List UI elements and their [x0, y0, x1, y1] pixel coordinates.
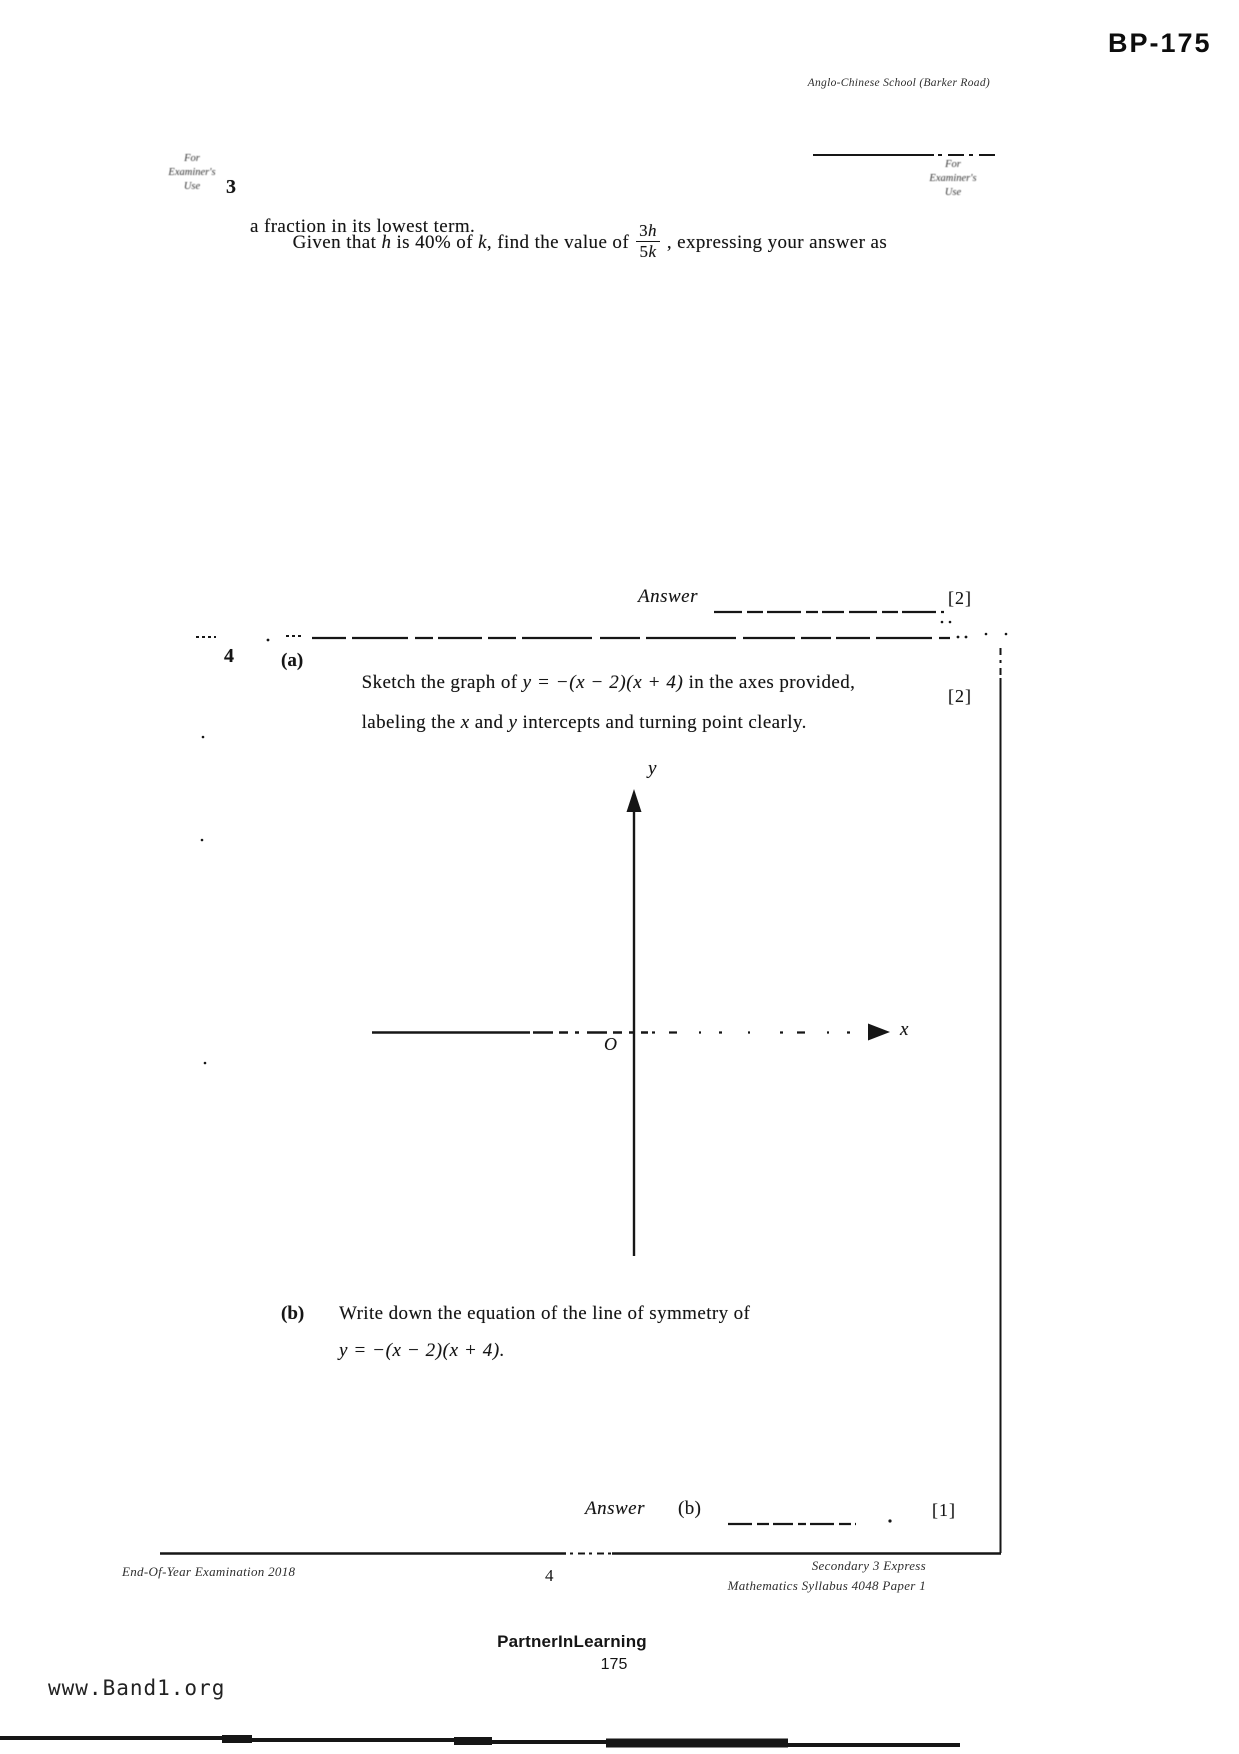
footer-exam-name: End-Of-Year Examination 2018: [122, 1564, 296, 1579]
q4b-equation: y = −(x − 2)(x + 4).: [339, 1340, 506, 1361]
q4a-equation: y = −(x − 2)(x + 4): [522, 672, 684, 693]
q3-marks: [2]: [948, 588, 972, 608]
q3-answer-label: Answer: [638, 586, 698, 607]
q4b-answer-part-label: (b): [678, 1498, 702, 1519]
watermark-brand: PartnerInLearning: [497, 1632, 647, 1651]
var-x: x: [460, 712, 470, 733]
var-h: h: [381, 232, 392, 253]
question-3-text-line1: Given that h is 40% of k, find the value of $\frac{3h}{5k}$ , expressing your answer as: [292, 221, 888, 262]
q4b-marks: [1]: [932, 1500, 956, 1520]
q4a-marks: [2]: [948, 686, 972, 706]
footer-page-number: 4: [545, 1566, 554, 1585]
q4b-answer-label: Answer: [585, 1498, 645, 1519]
scan-speck: [204, 1062, 207, 1065]
watermark-number: 175: [600, 1656, 628, 1673]
q4-part-b-label: (b): [281, 1303, 305, 1324]
footer-course: Secondary 3 Express: [811, 1558, 926, 1573]
question-3-text-line2: a fraction in its lowest term.: [250, 216, 476, 237]
q4a-text-line1: Sketch the graph of y = −(x − 2)(x + 4) in the axes provided,: [361, 672, 856, 693]
q4a-text-line2: labeling the x and y intercepts and turning point clearly.: [361, 712, 807, 733]
examiner-use-label-right: For Examiner's Use: [929, 159, 977, 198]
question-4-number: 4: [224, 645, 234, 667]
origin-label: O: [604, 1034, 617, 1054]
var-k: k: [478, 232, 487, 253]
scan-speck: [201, 839, 204, 842]
var-y: y: [508, 712, 518, 733]
q4b-text-line1: Write down the equation of the line of symmetry of: [339, 1303, 751, 1324]
y-axis-arrow-icon: [627, 789, 642, 812]
scan-speck: [202, 736, 205, 739]
examiner-use-label-left: For Examiner's Use: [168, 153, 216, 192]
watermark-site: www.Band1.org: [48, 1676, 226, 1700]
school-header: Anglo-Chinese School (Barker Road): [807, 77, 990, 89]
fraction-3h-over-5k: $\frac{3h}{5k}$: [636, 222, 660, 261]
question-3-number: 3: [226, 176, 236, 198]
page-code: BP-175: [1108, 28, 1212, 58]
q4-part-a-label: (a): [281, 650, 304, 671]
y-axis-label: y: [648, 758, 657, 779]
footer-syllabus: Mathematics Syllabus 4048 Paper 1: [727, 1578, 926, 1593]
x-axis-arrow-icon: [868, 1024, 890, 1041]
x-axis-label: x: [900, 1019, 909, 1040]
